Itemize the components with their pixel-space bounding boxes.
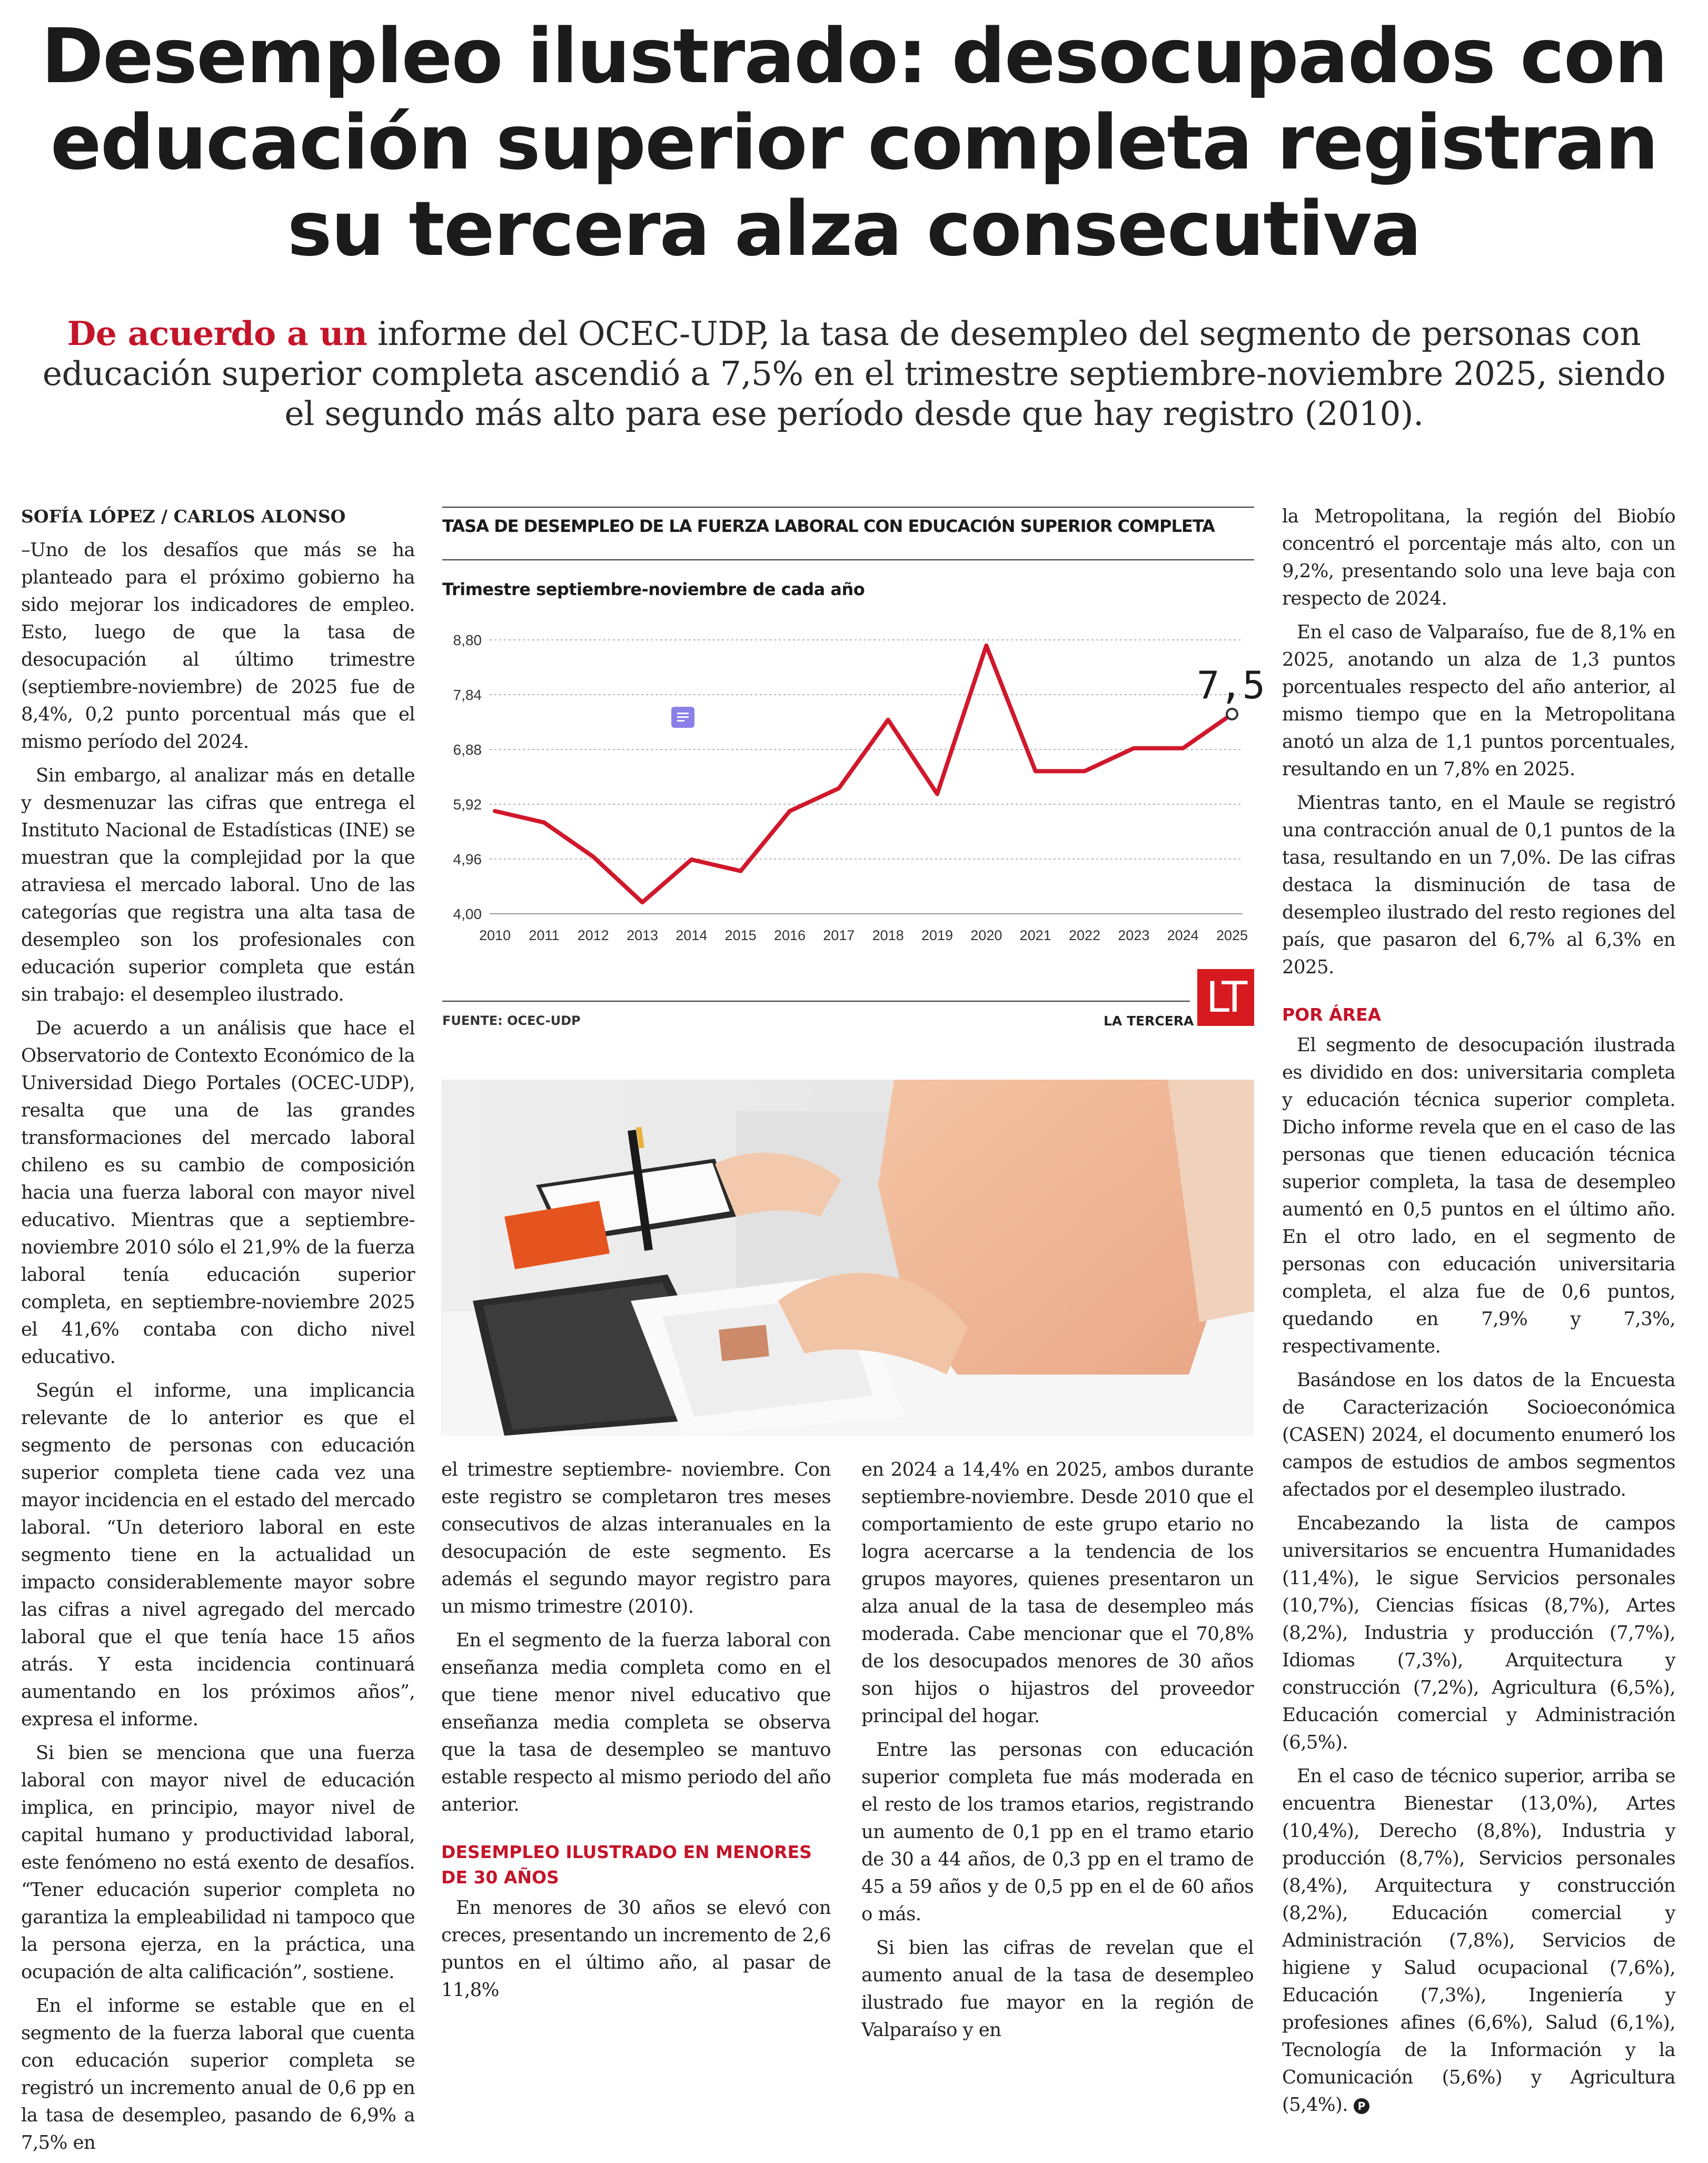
headline: Desempleo ilustrado: desocupados con educación superior completa registran su tercera alza consecutiva xyxy=(21,13,1687,272)
paragraph: En el segmento de la fuerza laboral con enseñanza media completa como en el que tiene menor nivel educativo que enseñanza media completa se observa que la tasa de desempleo se mantuvo estable respecto al mismo periodo del año anterior. xyxy=(441,1627,831,1819)
subhead-por-area: POR ÁREA xyxy=(1282,1002,1675,1028)
paragraph: En el informe se estable que en el segmento de la fuerza laboral que cuenta con educación superior completa se registró un incremento anual de 0,6 pp en la tasa de desempleo, pasando de 6,9% a 7,5% en xyxy=(21,1992,415,2157)
article-column-3 xyxy=(861,1456,1254,2050)
chart-title-rule xyxy=(442,559,1254,560)
chart-bottom-rule xyxy=(442,1001,1190,1002)
y-tick-label: 6,88 xyxy=(453,742,482,758)
x-tick-label: 2018 xyxy=(872,927,904,943)
highlight-data-label: 7,5 xyxy=(1197,663,1265,707)
paragraph-text: En el caso de técnico superior, arriba se encuentra Bienestar (13,0%), Artes (10,4%), Derecho (8,8%), Industria y producción (8,7%), Servicios personales (8,4%), Arquitectura y construcción (8,2%), Educación comercial y Administración (7,8%), Servicios de higiene y Salud ocupacional (7,6%), Educación (7,3%), Ingeniería y profesiones afines (6,6%), Salud (6,1%), Tecnología de la Información y la Comunicación (5,6%) y Agricultura (5,4%). xyxy=(1282,1765,1675,2116)
paragraph: el trimestre septiembre- noviembre. Con este registro se completaron tres meses consecutivos de alzas interanuales en la desocupación de este segmento. Es además el segundo mayor registro para un mismo trimestre (2010). xyxy=(441,1456,831,1621)
paragraph xyxy=(1282,1763,1675,2119)
x-tick-label: 2023 xyxy=(1118,927,1149,943)
line-chart xyxy=(442,616,1254,959)
y-tick-label: 4,96 xyxy=(453,851,482,867)
paragraph: Encabezando la lista de campos universitarios se encuentra Humanidades (11,4%), le sigue Servicios personales (10,7%), Ciencias físicas (8,7%), Artes (8,2%), Industria y producción (7,7%), Idiomas (7,3%), Arquitectura y construcción (7,2%), Agricultura (6,5%), Educación comercial y Administración (6,5%). xyxy=(1282,1510,1675,1756)
paragraph: Si bien las cifras de revelan que el aumento anual de la tasa de desempleo ilustrado fue mayor en la región de Valparaíso y en xyxy=(861,1934,1254,2044)
paragraph: Según el informe, una implicancia relevante de lo anterior es que el segmento de personas con educación superior completa tiene cada vez una mayor incidencia en el estado del mercado laboral. “Un deterioro laboral en este segmento tiene en la actualidad un impacto considerablemente mayor sobre las cifras a nivel agregado del mercado laboral que el que tenía hace 15 años atrás. Y esta incidencia continuará aumentando en los próximos años”, expresa el informe. xyxy=(21,1377,415,1733)
paragraph: En menores de 30 años se elevó con creces, presentando un incremento de 2,6 puntos en el último año, al pasar de 11,8% xyxy=(441,1894,831,2004)
deck-lead: De acuerdo a un xyxy=(67,314,368,353)
paragraph: Mientras tanto, en el Maule se registró una contracción anual de 0,1 puntos de la tasa, resultando en un 7,0%. De las cifras destaca la disminución de tasa de desempleo ilustrado del resto regiones del país, que pasaron del 6,7% al 6,3% en 2025. xyxy=(1282,789,1675,981)
x-tick-label: 2013 xyxy=(627,927,658,943)
x-tick-label: 2019 xyxy=(921,927,953,943)
paragraph: Sin embargo, al analizar más en detalle y desmenuzar las cifras que entrega el Instituto Nacional de Estadísticas (INE) se muestran que la complejidad por la que atraviesa el mercado laboral. Uno de las categorías que registra una alta tasa de desempleo son los profesionales con educación superior completa que están sin trabajo: el desempleo ilustrado. xyxy=(21,762,415,1009)
paragraph: De acuerdo a un análisis que hace el Observatorio de Contexto Económico de la Universidad Diego Portales (OCEC-UDP), resalta que una de las grandes transformaciones del mercado laboral chileno es su cambio de composición hacia una fuerza laboral con mayor nivel educativo. Mientras que a septiembre-noviembre 2010 sólo el 21,9% de la fuerza laboral tenía educación superior completa, en septiembre-noviembre 2025 el 41,6% contaba con dicho nivel educativo. xyxy=(21,1015,415,1371)
chart-source: FUENTE: OCEC-UDP xyxy=(442,1013,581,1028)
photo-woman-writing xyxy=(441,1080,1254,1436)
article-column-1 xyxy=(21,503,415,2163)
paragraph: en 2024 a 14,4% en 2025, ambos durante septiembre-noviembre. Desde 2010 que el comportamiento de este grupo etario no logra acercarse a la tendencia de los grupos mayores, quienes presentaron un alza anual de la tasa de desempleo más moderada. Cabe mencionar que el 70,8% de los desocupados menores de 30 años son hijos o hijastros del proveedor principal del hogar. xyxy=(861,1456,1254,1730)
x-tick-label: 2022 xyxy=(1069,927,1100,943)
article-column-4 xyxy=(1282,503,1675,2125)
series-line xyxy=(495,646,1232,903)
x-tick-label: 2010 xyxy=(479,927,511,943)
x-tick-label: 2015 xyxy=(725,927,757,943)
x-tick-label: 2017 xyxy=(823,927,855,943)
x-tick-label: 2020 xyxy=(970,927,1002,943)
subhead-menores-30: DESEMPLEO ILUSTRADO EN MENORES DE 30 AÑOS xyxy=(441,1840,831,1890)
comment-icon[interactable] xyxy=(671,707,694,728)
paragraph: Basándose en los datos de la Encuesta de Caracterización Socioeconómica (CASEN) 2024, el documento enumeró los campos de estudios de ambos segmentos afectados por el desempleo ilustrado. xyxy=(1282,1367,1675,1504)
x-tick-label: 2014 xyxy=(676,927,707,943)
chart-subtitle: Trimestre septiembre-noviembre de cada año xyxy=(442,579,865,599)
chart-top-rule xyxy=(442,507,1254,508)
x-tick-label: 2016 xyxy=(774,927,806,943)
paragraph: Entre las personas con educación superior completa fue más moderada en el resto de los tramos etarios, registrando un aumento de 0,1 pp en el tramo etario de 30 a 44 años, de 0,3 pp en el tramo de 45 a 59 años y de 0,5 pp en el de 60 años o más. xyxy=(861,1736,1254,1928)
x-tick-label: 2024 xyxy=(1167,927,1199,943)
y-tick-label: 5,92 xyxy=(453,796,482,813)
byline: SOFÍA LÓPEZ / CARLOS ALONSO xyxy=(21,503,415,530)
x-tick-label: 2011 xyxy=(529,927,559,943)
paragraph: la Metropolitana, la región del Biobío concentró el porcentaje más alto, con un 9,2%, presentando solo una leve baja con respecto de 2024. xyxy=(1282,503,1675,613)
y-tick-label: 7,84 xyxy=(453,687,482,703)
y-tick-label: 8,80 xyxy=(453,632,482,648)
la-tercera-logo: LT xyxy=(1197,969,1254,1026)
x-tick-label: 2021 xyxy=(1020,927,1051,943)
paragraph: En el caso de Valparaíso, fue de 8,1% en 2025, anotando un alza de 1,3 puntos porcentuales respecto del año anterior, al mismo tiempo que en la Metropolitana anotó un alza de 1,1 puntos porcentuales, resultando en un 7,8% en 2025. xyxy=(1282,619,1675,783)
paragraph: El segmento de desocupación ilustrada es dividido en dos: universitaria completa y educación técnica superior completa. Dicho informe revela que en el caso de las personas que tienen educación técnica superior completa, la tasa de desempleo aumentó en 0,5 puntos en el último año. En el otro lado, en el segmento de personas con educación universitaria completa, el alza fue de 0,6 puntos, quedando en 7,9% y 7,3%, respectivamente. xyxy=(1282,1032,1675,1360)
end-mark-icon: P xyxy=(1354,2098,1369,2114)
x-tick-label: 2012 xyxy=(578,927,609,943)
paragraph: Si bien se menciona que una fuerza laboral con mayor nivel de educación implica, en principio, mayor nivel de capital humano y productividad laboral, este fenómeno no está exento de desafíos. “Tener educación superior completa no garantiza la empleabilidad ni tampoco que la persona ejerza, en la práctica, una ocupación de alta calificación”, sostiene. xyxy=(21,1740,415,1986)
paragraph: –Uno de los desafíos que más se ha planteado para el próximo gobierno ha sido mejorar los indicadores de empleo. Esto, luego de que la tasa de desocupación al último trimestre (septiembre-noviembre) de 2025 fue de 8,4%, 0,2 punto porcentual más que el mismo período del 2024. xyxy=(21,537,415,756)
highlight-data-point xyxy=(1227,709,1237,719)
chart-title: TASA DE DESEMPLEO DE LA FUERZA LABORAL CON EDUCACIÓN SUPERIOR COMPLETA xyxy=(442,516,1253,536)
article-column-2 xyxy=(441,1456,831,2010)
deck-text: informe del OCEC-UDP, la tasa de desempleo del segmento de personas con educación superior completa ascendió a 7,5% en el trimestre septiembre-noviembre 2025, siendo el segundo más alto para ese período desde que hay registro (2010). xyxy=(43,314,1666,433)
outlet-name: LA TERCERA xyxy=(1104,1013,1194,1029)
y-tick-label: 4,00 xyxy=(453,906,482,922)
deck xyxy=(32,313,1676,434)
x-tick-label: 2025 xyxy=(1216,927,1248,943)
